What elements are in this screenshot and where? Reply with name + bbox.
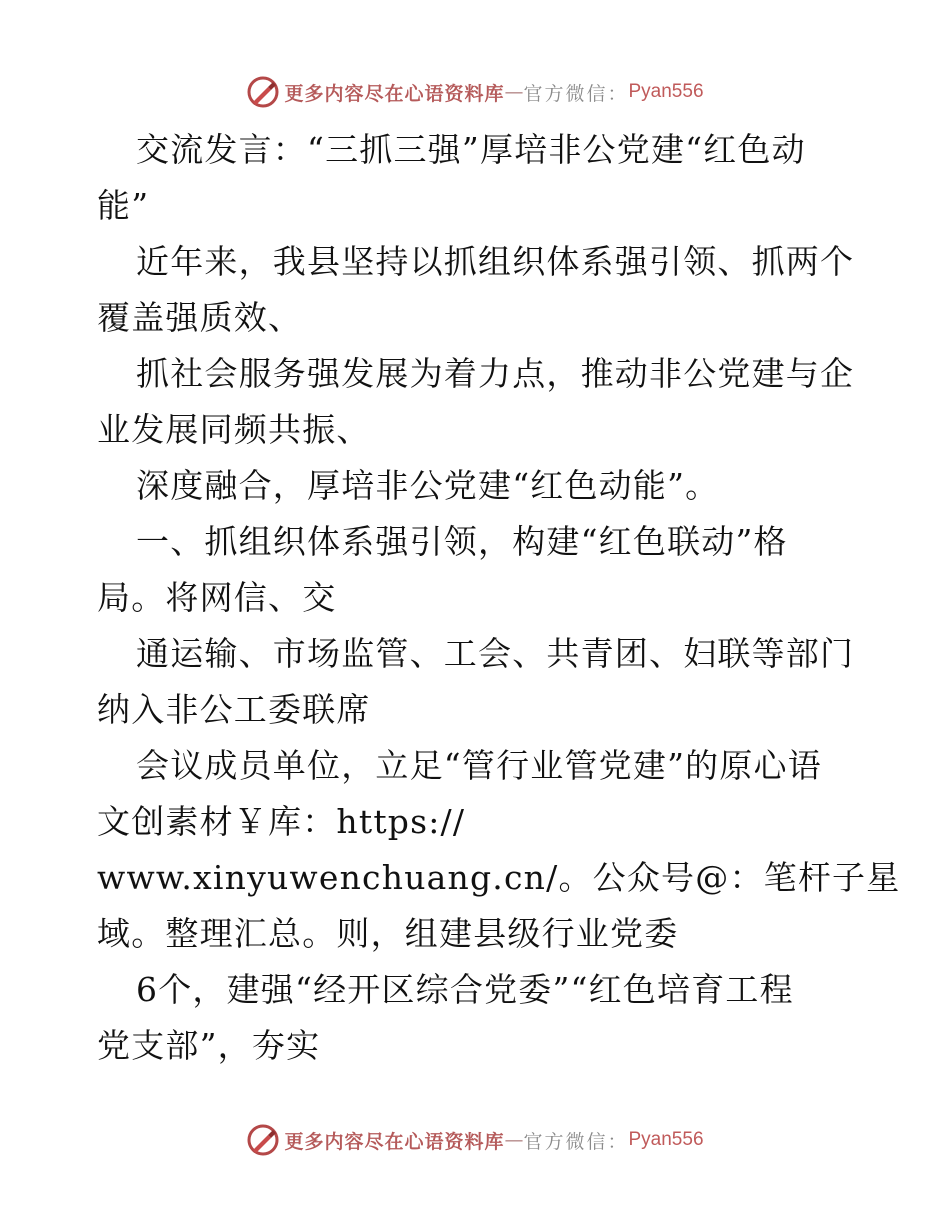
banner-main-text: 更多内容尽在心语资料库 [284, 82, 505, 105]
banner-wechat-label: 官方微信： [523, 82, 629, 105]
body-line: 通运输、市场监管、工会、共青团、妇联等部门 [136, 634, 855, 673]
pen-logo-icon [246, 75, 280, 109]
body-line: 能” [97, 186, 150, 225]
body-line: 交流发言：“三抓三强”厚培非公党建“红色动 [136, 130, 806, 169]
body-line: www.xinyuwenchuang.cn/。公众号@：笔杆子星 [97, 858, 901, 897]
body-line: 局。将网信、交 [97, 578, 337, 617]
banner-main-text: 更多内容尽在心语资料库 [284, 1130, 505, 1153]
body-line: 党支部”，夯实 [97, 1026, 321, 1065]
banner-wechat-label: 官方微信： [523, 1130, 629, 1153]
body-line: 抓社会服务强发展为着力点，推动非公党建与企 [136, 354, 855, 393]
body-line: 业发展同频共振、 [97, 410, 371, 449]
header-watermark-banner [0, 72, 950, 112]
banner-wechat-id: Pyan556 [628, 1129, 704, 1150]
banner-dash: — [504, 1129, 524, 1151]
pen-logo-icon [246, 1123, 280, 1157]
banner-dash: — [504, 81, 524, 103]
body-line: 文创素材￥库：https:// [97, 802, 466, 841]
body-line: 一、抓组织体系强引领，构建“红色联动”格 [136, 522, 788, 561]
body-line: 域。整理汇总。则，组建县级行业党委 [97, 914, 679, 953]
document-body [97, 122, 901, 1074]
body-line: 纳入非公工委联席 [97, 690, 371, 729]
body-line: 会议成员单位，立足“管行业管党建”的原心语 [136, 746, 822, 785]
body-line: 覆盖强质效、 [97, 298, 303, 337]
body-line: 深度融合，厚培非公党建“红色动能”。 [136, 466, 720, 505]
body-line: 6个，建强“经开区综合党委”“红色培育工程 [136, 970, 794, 1009]
footer-watermark-banner [0, 1120, 950, 1160]
banner-wechat-id: Pyan556 [628, 81, 704, 102]
body-line: 近年来，我县坚持以抓组织体系强引领、抓两个 [136, 242, 855, 281]
